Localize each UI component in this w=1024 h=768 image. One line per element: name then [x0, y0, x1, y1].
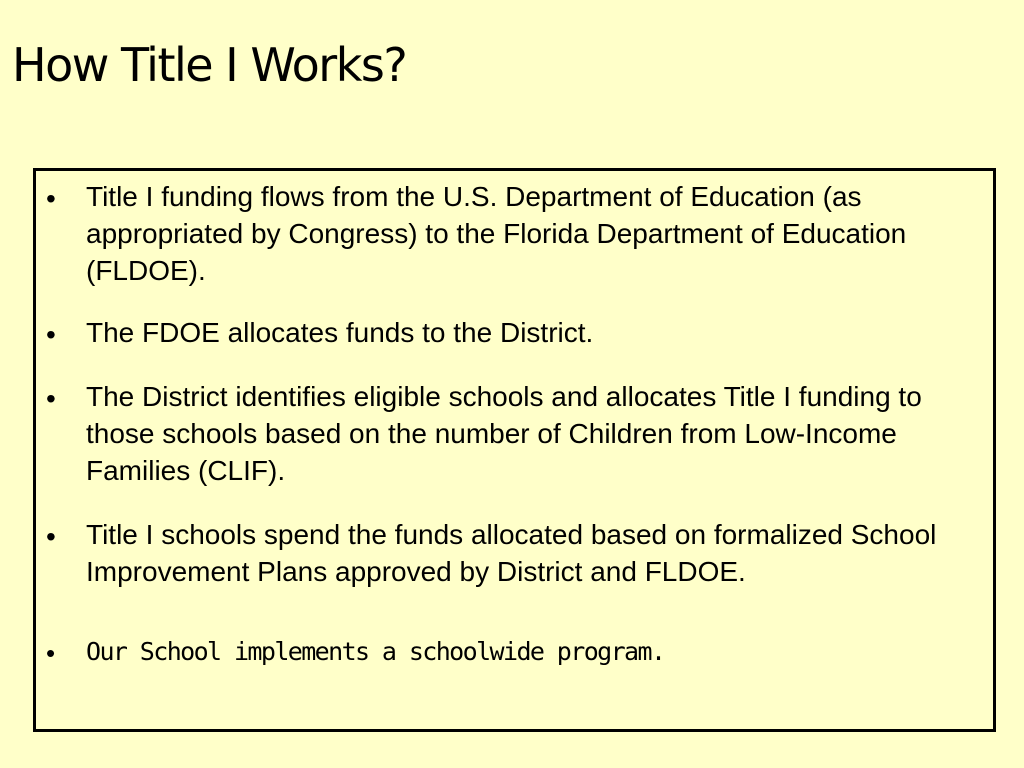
bullet-icon: •: [46, 183, 56, 214]
bullet-text: Our School implements a schoolwide program.: [86, 637, 665, 666]
bullet-icon: •: [46, 319, 56, 350]
bullet-icon: •: [46, 383, 56, 414]
bullet-text: Title I schools spend the funds allocated based on formalized School Improvement Plans approved by District and FLDOE.: [86, 519, 937, 587]
content-box: [33, 168, 996, 732]
bullet-item: [36, 516, 993, 590]
bullet-item: [36, 378, 993, 489]
bullet-text: The FDOE allocates funds to the District.: [86, 317, 594, 348]
bullet-item: [36, 633, 993, 670]
bullet-text: The District identifies eligible schools and allocates Title I funding to those schools based on the number of Children from Low-Income Families (CLIF).: [86, 381, 922, 486]
bullet-text: Title I funding flows from the U.S. Department of Education (as appropriated by Congress) to the Florida Department of Education (FLDOE).: [86, 181, 907, 286]
bullet-item: [36, 314, 993, 351]
slide-title: How Title I Works?: [12, 38, 407, 92]
bullet-icon: •: [46, 521, 56, 552]
bullet-item: [36, 178, 993, 289]
bullet-icon: •: [46, 638, 56, 668]
